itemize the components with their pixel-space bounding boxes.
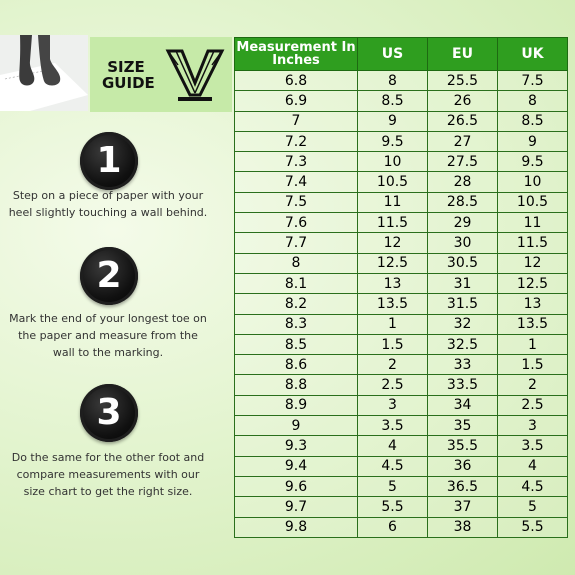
table-row: [235, 131, 568, 151]
cell-us: 9.5: [358, 131, 428, 151]
cell-us: 4: [358, 436, 428, 456]
cell-uk: 12: [498, 253, 568, 273]
step-number-badge: 3: [80, 384, 138, 442]
cell-measurement: 9.3: [235, 436, 358, 456]
cell-eu: 33: [428, 355, 498, 375]
cell-measurement: 7.6: [235, 213, 358, 233]
cell-eu: 34: [428, 395, 498, 415]
table-row: [235, 253, 568, 273]
cell-uk: 9: [498, 131, 568, 151]
size-guide-header-box: [90, 37, 232, 112]
cell-uk: 4: [498, 456, 568, 476]
table-row: [235, 355, 568, 375]
cell-uk: 9.5: [498, 152, 568, 172]
table-row: [235, 213, 568, 233]
table-row: [235, 375, 568, 395]
cell-uk: 5: [498, 497, 568, 517]
cell-uk: 2.5: [498, 395, 568, 415]
cell-eu: 28.5: [428, 192, 498, 212]
cell-uk: 8.5: [498, 111, 568, 131]
cell-eu: 27: [428, 131, 498, 151]
table-row: [235, 416, 568, 436]
cell-uk: 13: [498, 294, 568, 314]
cell-measurement: 8.2: [235, 294, 358, 314]
cell-measurement: 9.7: [235, 497, 358, 517]
cell-us: 9: [358, 111, 428, 131]
cell-eu: 31.5: [428, 294, 498, 314]
feet-on-paper-photo: [0, 35, 88, 111]
cell-measurement: 8.9: [235, 395, 358, 415]
column-header-measurement: Measurement In Inches: [235, 38, 358, 71]
cell-eu: 29: [428, 213, 498, 233]
table-row: [235, 91, 568, 111]
cell-uk: 7.5: [498, 71, 568, 91]
cell-eu: 33.5: [428, 375, 498, 395]
cell-uk: 10: [498, 172, 568, 192]
cell-us: 10: [358, 152, 428, 172]
cell-us: 12: [358, 233, 428, 253]
cell-measurement: 7.3: [235, 152, 358, 172]
table-row: [235, 273, 568, 293]
cell-us: 2.5: [358, 375, 428, 395]
table-row: [235, 395, 568, 415]
cell-uk: 8: [498, 91, 568, 111]
cell-uk: 12.5: [498, 273, 568, 293]
table-row: [235, 152, 568, 172]
cell-eu: 38: [428, 517, 498, 537]
cell-us: 2: [358, 355, 428, 375]
step-text: Step on a piece of paper with your heel slightly touching a wall behind.: [8, 189, 208, 219]
cell-eu: 26: [428, 91, 498, 111]
table-row: [235, 111, 568, 131]
cell-us: 10.5: [358, 172, 428, 192]
cell-uk: 3: [498, 416, 568, 436]
cell-eu: 25.5: [428, 71, 498, 91]
cell-us: 1.5: [358, 334, 428, 354]
cell-uk: 11.5: [498, 233, 568, 253]
table-row: [235, 71, 568, 91]
table-row: [235, 517, 568, 537]
step-text: Do the same for the other foot and compare measurements with our size chart to get the right size.: [11, 451, 205, 498]
cell-us: 11: [358, 192, 428, 212]
table-row: [235, 192, 568, 212]
cell-us: 11.5: [358, 213, 428, 233]
cell-measurement: 7.4: [235, 172, 358, 192]
cell-us: 5.5: [358, 497, 428, 517]
cell-us: 4.5: [358, 456, 428, 476]
cell-measurement: 7: [235, 111, 358, 131]
cell-us: 3: [358, 395, 428, 415]
cell-eu: 36: [428, 456, 498, 476]
table-row: [235, 436, 568, 456]
cell-us: 5: [358, 476, 428, 496]
cell-us: 1: [358, 314, 428, 334]
step-text: Mark the end of your longest toe on the paper and measure from the wall to the marking.: [9, 312, 207, 359]
table-row: [235, 476, 568, 496]
cell-us: 8.5: [358, 91, 428, 111]
table-row: [235, 456, 568, 476]
cell-measurement: 9: [235, 416, 358, 436]
cell-us: 13.5: [358, 294, 428, 314]
cell-measurement: 9.8: [235, 517, 358, 537]
cell-eu: 31: [428, 273, 498, 293]
cell-measurement: 6.9: [235, 91, 358, 111]
size-guide-title: SIZE GUIDE: [102, 58, 155, 92]
cell-eu: 35: [428, 416, 498, 436]
step-number-badge: 1: [80, 132, 138, 190]
cell-eu: 32: [428, 314, 498, 334]
cell-us: 12.5: [358, 253, 428, 273]
table-body: [235, 71, 568, 538]
cell-measurement: 7.7: [235, 233, 358, 253]
column-header-eu: EU: [428, 38, 498, 71]
cell-measurement: 6.8: [235, 71, 358, 91]
cell-eu: 27.5: [428, 152, 498, 172]
cell-measurement: 8.5: [235, 334, 358, 354]
cell-eu: 30.5: [428, 253, 498, 273]
cell-measurement: 8.6: [235, 355, 358, 375]
cell-measurement: 8.8: [235, 375, 358, 395]
cell-uk: 2: [498, 375, 568, 395]
step-number-badge: 2: [80, 247, 138, 305]
cell-uk: 4.5: [498, 476, 568, 496]
cell-uk: 10.5: [498, 192, 568, 212]
column-header-uk: UK: [498, 38, 568, 71]
size-conversion-table: [234, 37, 568, 538]
table-row: [235, 334, 568, 354]
cell-uk: 1.5: [498, 355, 568, 375]
cell-measurement: 8.1: [235, 273, 358, 293]
cell-us: 3.5: [358, 416, 428, 436]
table-header-row: [235, 38, 568, 71]
table-row: [235, 172, 568, 192]
cell-measurement: 9.4: [235, 456, 358, 476]
cell-us: 6: [358, 517, 428, 537]
cell-eu: 37: [428, 497, 498, 517]
cell-uk: 3.5: [498, 436, 568, 456]
cell-measurement: 8.3: [235, 314, 358, 334]
cell-uk: 13.5: [498, 314, 568, 334]
column-header-us: US: [358, 38, 428, 71]
cell-uk: 5.5: [498, 517, 568, 537]
cell-uk: 11: [498, 213, 568, 233]
table-row: [235, 314, 568, 334]
cell-measurement: 9.6: [235, 476, 358, 496]
cell-eu: 36.5: [428, 476, 498, 496]
cell-measurement: 8: [235, 253, 358, 273]
cell-eu: 35.5: [428, 436, 498, 456]
winged-v-brand-logo-icon: [164, 45, 226, 103]
cell-eu: 30: [428, 233, 498, 253]
cell-eu: 32.5: [428, 334, 498, 354]
cell-us: 13: [358, 273, 428, 293]
cell-uk: 1: [498, 334, 568, 354]
cell-measurement: 7.2: [235, 131, 358, 151]
cell-measurement: 7.5: [235, 192, 358, 212]
cell-eu: 28: [428, 172, 498, 192]
cell-us: 8: [358, 71, 428, 91]
table-row: [235, 233, 568, 253]
table-row: [235, 497, 568, 517]
table-row: [235, 294, 568, 314]
cell-eu: 26.5: [428, 111, 498, 131]
